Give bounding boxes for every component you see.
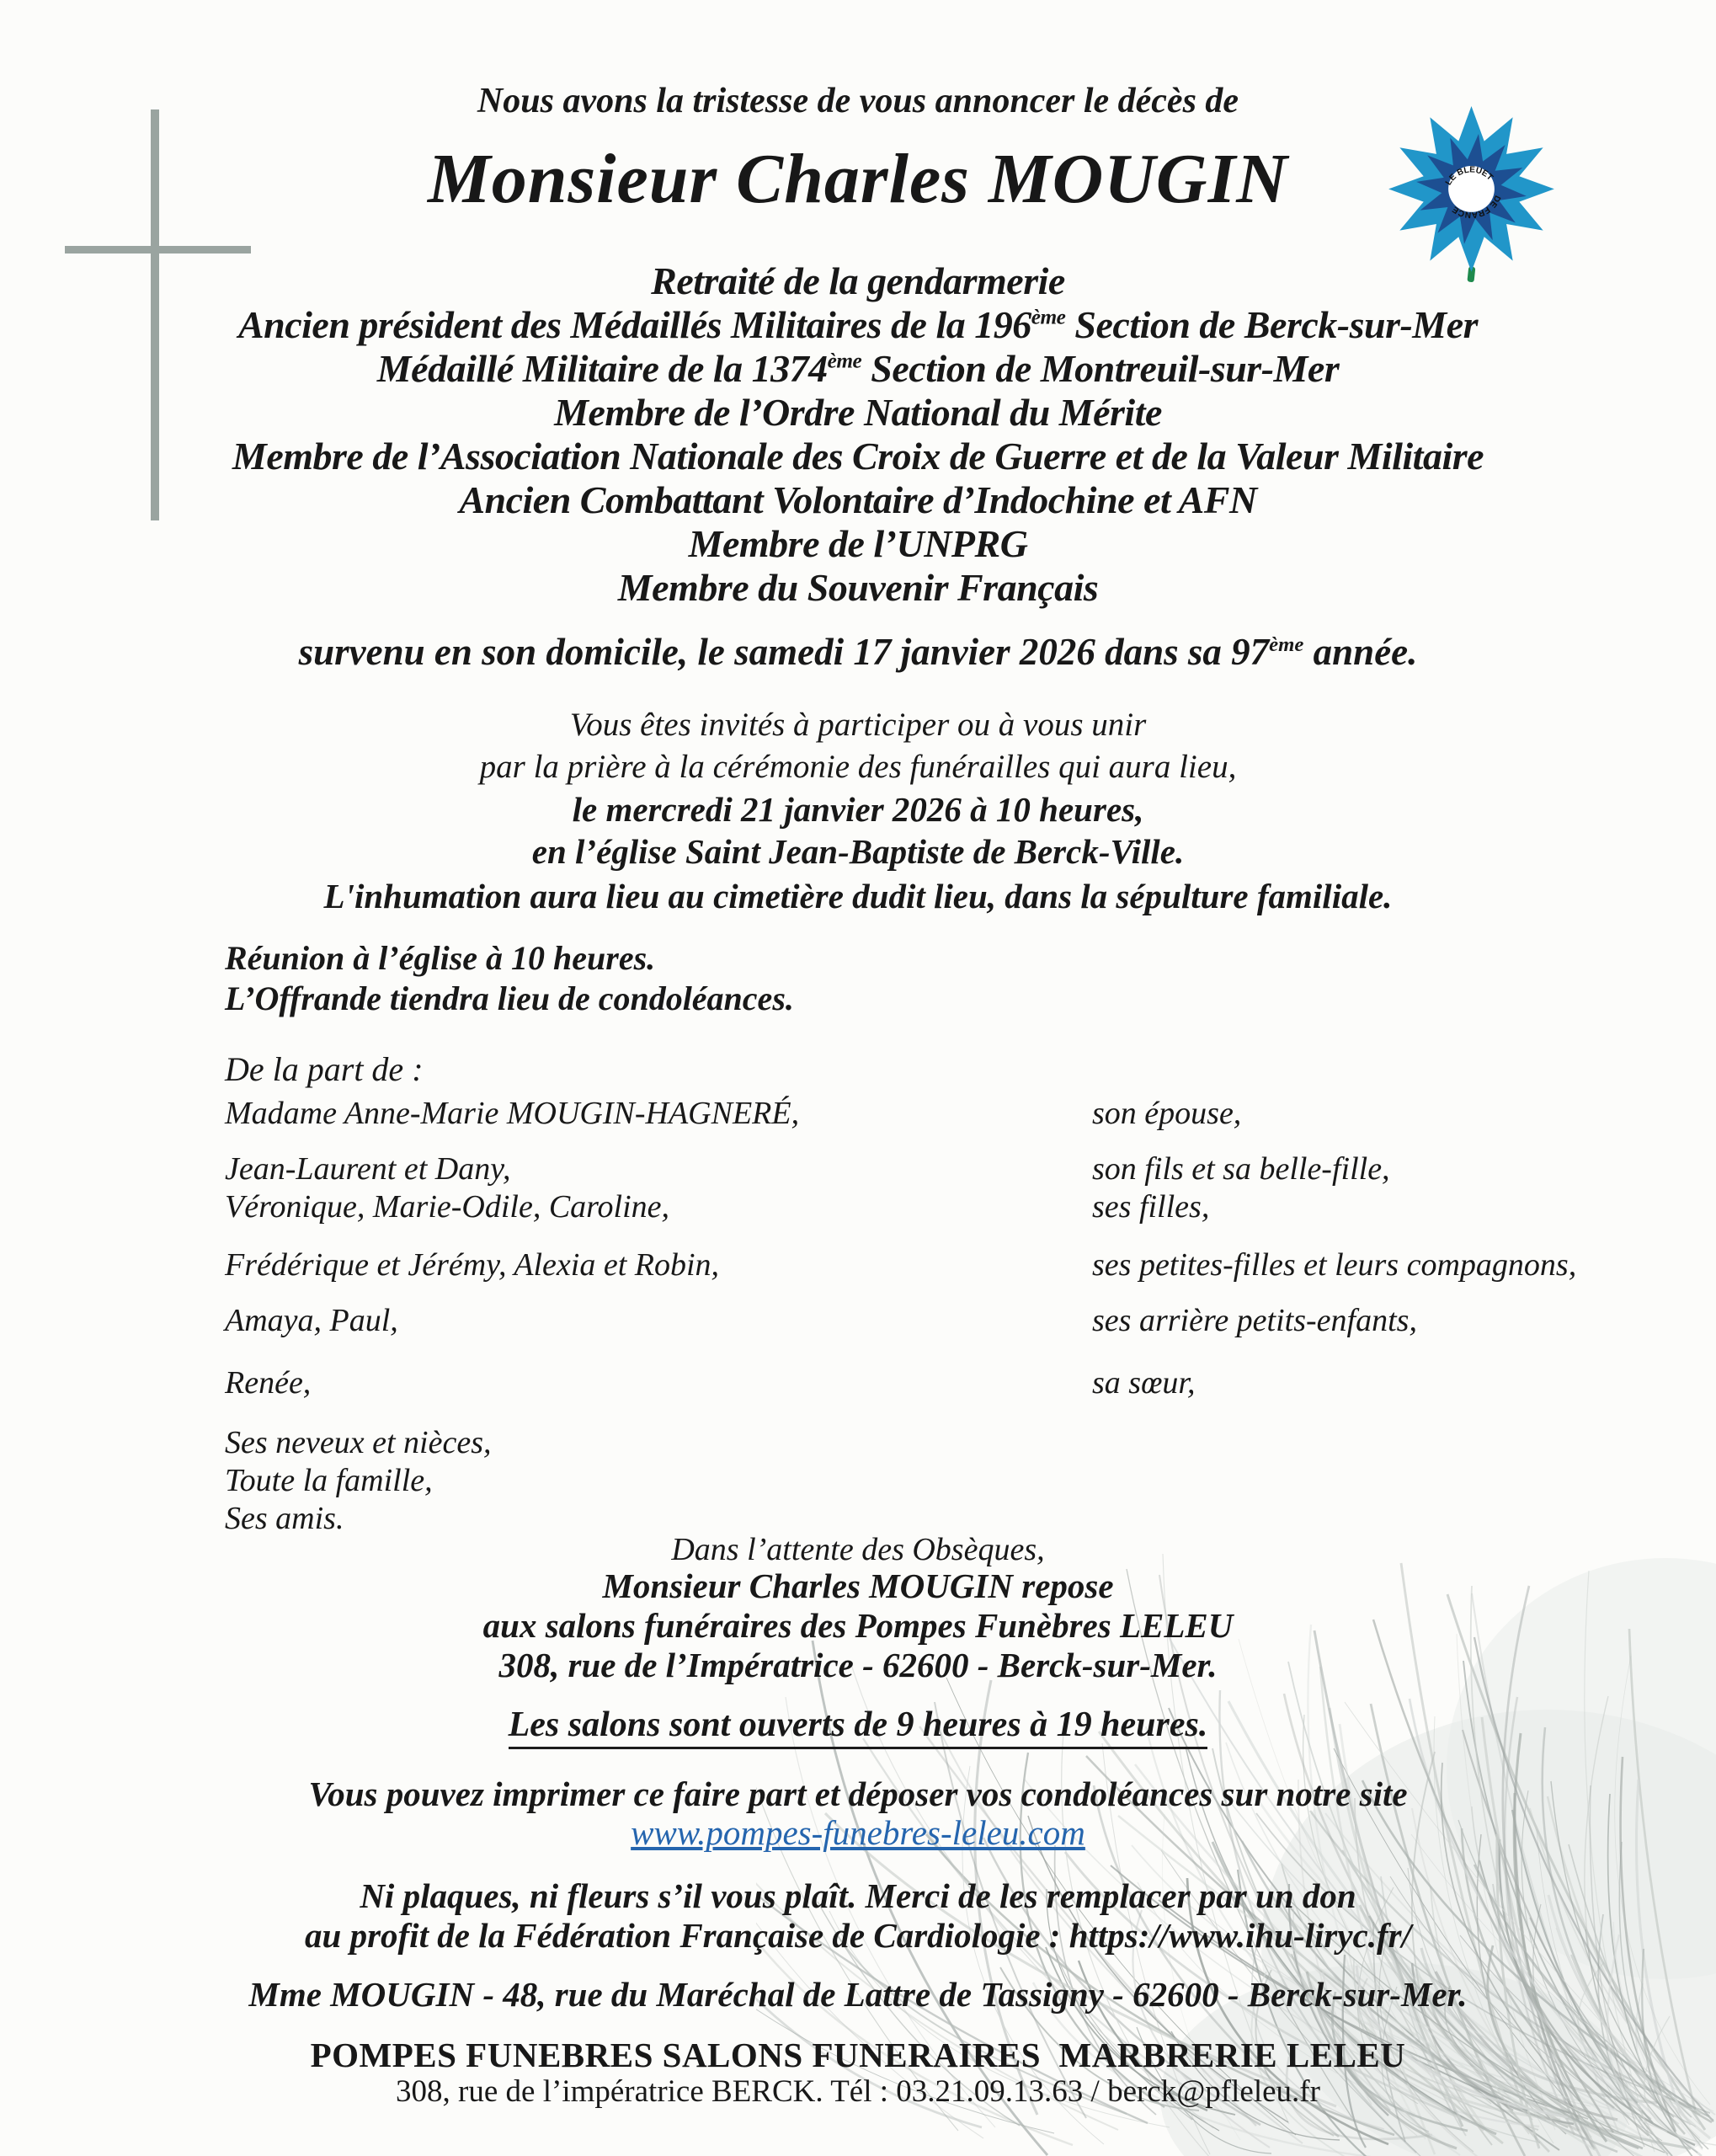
logo-text-bottom: DE FRANCE — [1451, 194, 1502, 220]
family-names: Ses neveux et nièces, — [225, 1425, 492, 1460]
repose-line-2: aux salons funéraires des Pompes Funèbres LELEU — [482, 1606, 1234, 1645]
repose-line-1: Monsieur Charles MOUGIN repose — [602, 1566, 1114, 1605]
honor-line-1: Retraité de la gendarmerie — [651, 259, 1065, 302]
family-relation: sa sœur, — [1092, 1365, 1196, 1401]
honor-line-3: Médaillé Militaire de la 1374ème Section de Montreuil-sur-Mer — [376, 347, 1340, 390]
invitation-line-2: par la prière à la cérémonie des funérailles qui aura lieu, — [479, 749, 1237, 785]
family-names: Renée, — [225, 1365, 312, 1401]
family-names: Amaya, Paul, — [225, 1303, 398, 1338]
website-link-line — [0, 1812, 1716, 1853]
intro-line: Nous avons la tristesse de vous annoncer le décès de — [477, 82, 1239, 120]
honor-line-7: Membre de l’UNPRG — [688, 522, 1028, 565]
offrande-line: L’Offrande tiendra lieu de condoléances. — [225, 979, 794, 1017]
family-names: Véronique, Marie-Odile, Caroline, — [225, 1189, 670, 1225]
meeting-block — [225, 938, 794, 1019]
donation-line-2: au profit de la Fédération Française de Cardiologie : https://www.ihu-liryc.fr/ — [305, 1916, 1411, 1955]
family-row — [225, 1150, 1716, 1188]
reunion-line: Réunion à l’église à 10 heures. — [225, 939, 656, 977]
family-list — [225, 1095, 1716, 1538]
family-relation: ses arrière petits-enfants, — [1092, 1303, 1417, 1338]
family-names: Madame Anne-Marie MOUGIN-HAGNERÉ, — [225, 1096, 800, 1131]
family-row — [225, 1424, 1716, 1462]
donation-line-1: Ni plaques, ni fleurs s’il vous plaît. Merci de les remplacer par un don — [360, 1876, 1356, 1915]
honor-line-4: Membre de l’Ordre National du Mérite — [554, 391, 1162, 434]
contact-line: Mme MOUGIN - 48, rue du Maréchal de Lattre de Tassigny - 62600 - Berck-sur-Mer. — [248, 1975, 1468, 2014]
invitation-line-1: Vous êtes invités à participer ou à vous unir — [569, 707, 1147, 743]
site-info-line: Vous pouvez imprimer ce faire part et déposer vos condoléances sur notre site — [308, 1774, 1408, 1813]
family-relation: ses petites-filles et leurs compagnons, — [1092, 1247, 1577, 1283]
repose-block — [0, 1566, 1716, 1685]
salons-hours-line: Les salons sont ouverts de 9 heures à 19 heures. — [0, 1705, 1716, 1745]
website-link[interactable]: www.pompes-funebres-leleu.com — [631, 1813, 1085, 1852]
honor-line-6: Ancien Combattant Volontaire d’Indochine et AFN — [459, 478, 1257, 521]
family-relation: ses filles, — [1092, 1189, 1210, 1225]
family-names: Ses amis. — [225, 1501, 344, 1536]
family-relation: son fils et sa belle-fille, — [1092, 1151, 1390, 1187]
attente-line: Dans l’attente des Obsèques, — [671, 1532, 1045, 1567]
invitation-block — [0, 704, 1716, 873]
family-names: Frédérique et Jérémy, Alexia et Robin, — [225, 1247, 720, 1283]
family-names: Toute la famille, — [225, 1463, 433, 1498]
logo-text-top: LE BLEUET — [1444, 165, 1495, 188]
donation-block — [0, 1876, 1716, 1956]
family-row — [225, 1246, 1716, 1284]
family-relation: son épouse, — [1092, 1096, 1242, 1131]
de-la-part-label: De la part de : — [225, 1050, 424, 1088]
family-row — [225, 1462, 1716, 1500]
family-row — [225, 1364, 1716, 1402]
family-row — [225, 1188, 1716, 1226]
repose-line-3: 308, rue de l’Impératrice - 62600 - Berck-sur-Mer. — [498, 1646, 1218, 1684]
funeral-home-name: POMPES FUNEBRES SALONS FUNERAIRES MARBRERIE LELEU — [310, 2036, 1406, 2074]
memorial-cross-icon — [65, 246, 251, 253]
honor-line-8: Membre du Souvenir Français — [617, 566, 1099, 609]
invitation-line-4: en l’église Saint Jean-Baptiste de Berck-Ville. — [531, 832, 1185, 871]
death-line: survenu en son domicile, le samedi 17 janvier 2026 dans sa 97ème année. — [298, 631, 1418, 673]
family-row — [225, 1095, 1716, 1133]
inhumation-line: L'inhumation aura lieu au cimetière dudit lieu, dans la sépulture familiale. — [323, 877, 1393, 915]
deceased-name: Monsieur Charles MOUGIN — [428, 140, 1288, 218]
honor-line-5: Membre de l’Association Nationale des Croix de Guerre et de la Valeur Militaire — [232, 435, 1484, 478]
invitation-line-3: le mercredi 21 janvier 2026 à 10 heures, — [572, 790, 1144, 829]
family-names: Jean-Laurent et Dany, — [225, 1151, 511, 1187]
honor-line-2: Ancien président des Médaillés Militaires de la 196ème Section de Berck-sur-Mer — [237, 303, 1479, 346]
honors-list — [0, 259, 1716, 610]
funeral-home-address: 308, rue de l’impératrice BERCK. Tél : 03.21.09.13.63 / berck@pfleleu.fr — [396, 2074, 1320, 2109]
family-row — [225, 1302, 1716, 1340]
